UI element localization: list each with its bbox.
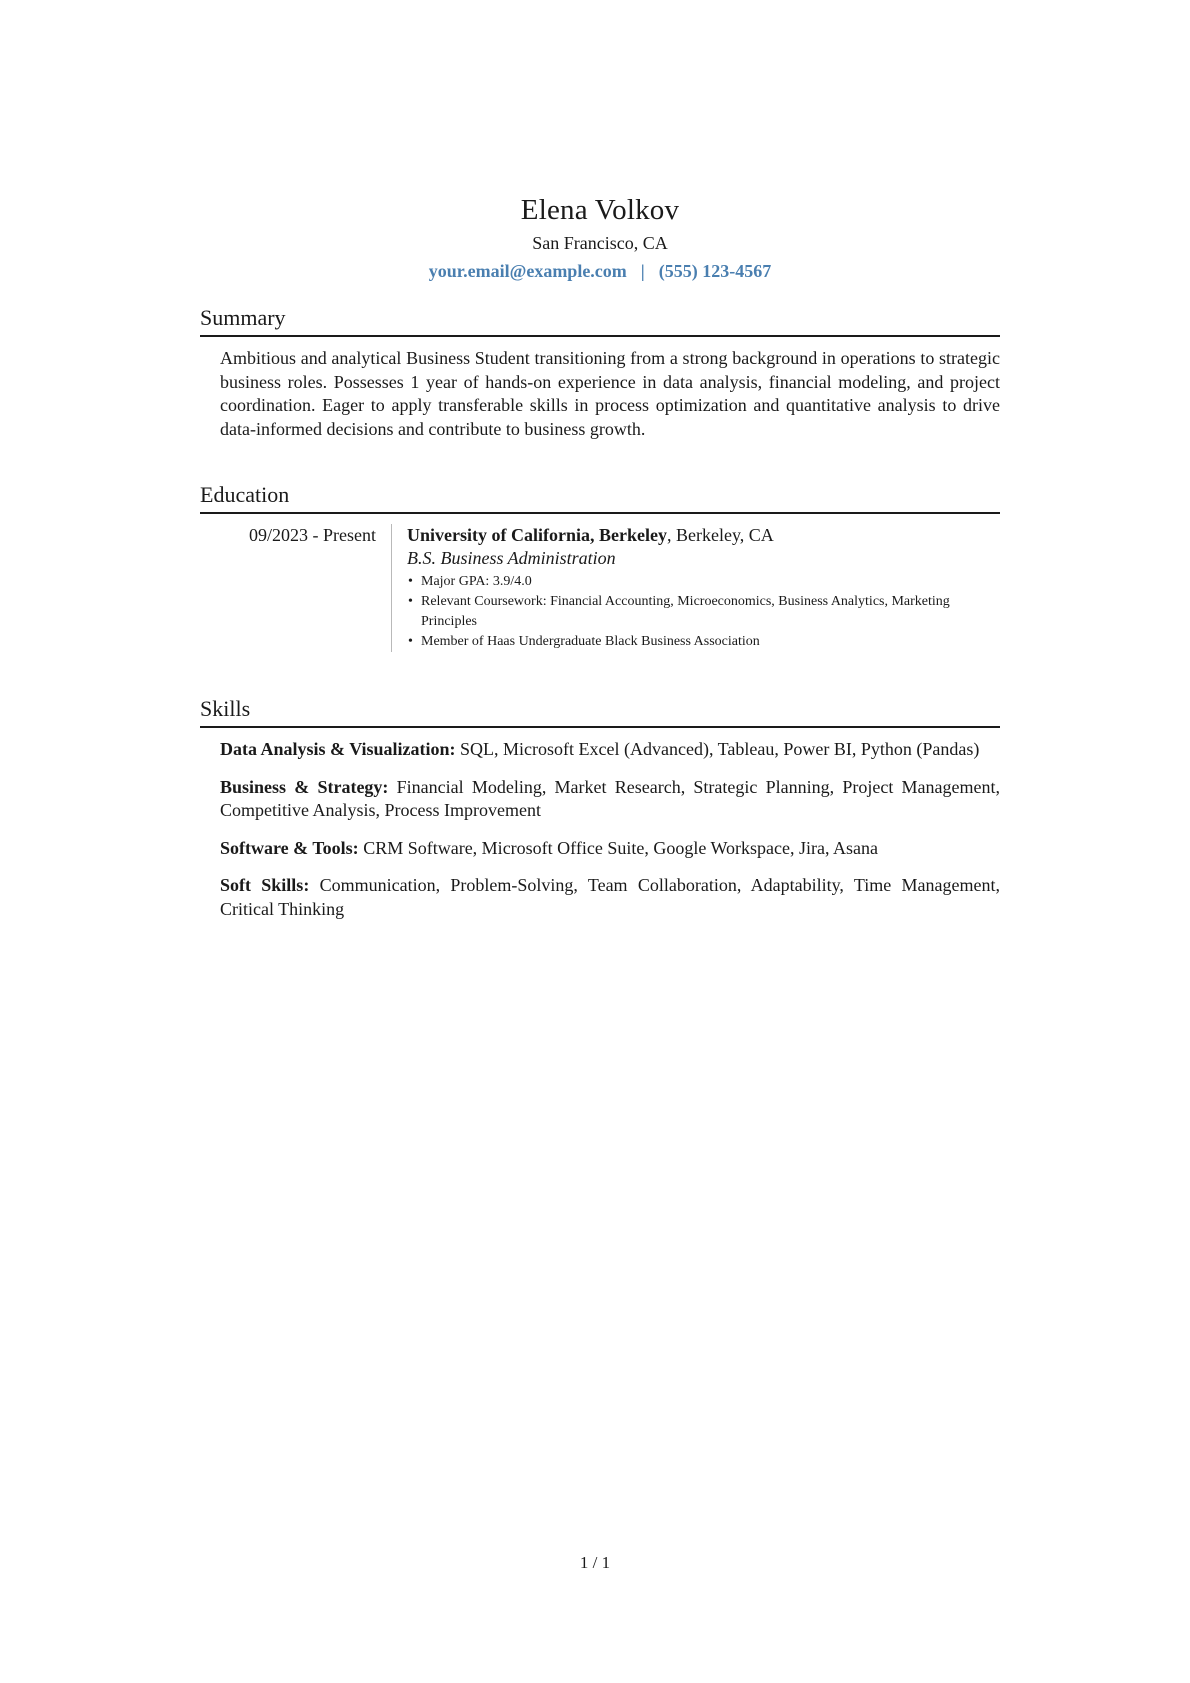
skill-value: CRM Software, Microsoft Office Suite, Google Workspace, Jira, Asana	[358, 837, 878, 858]
skill-label: Soft Skills:	[220, 875, 310, 895]
skill-label: Business & Strategy:	[220, 776, 389, 797]
education-details	[391, 524, 1000, 652]
phone-link[interactable]: (555) 123-4567	[658, 261, 772, 281]
education-heading: Education	[200, 481, 1000, 514]
skills-section	[200, 695, 1000, 935]
skill-item	[220, 874, 1000, 921]
skill-item	[220, 738, 1000, 762]
education-location: , Berkeley, CA	[666, 525, 774, 545]
skill-label: Data Analysis & Visualization:	[220, 739, 456, 759]
education-school: University of California, Berkeley	[407, 525, 667, 545]
education-bullet: • Major GPA: 3.9/4.0	[407, 572, 1000, 592]
education-bullets	[407, 572, 1000, 652]
resume-header	[200, 192, 1000, 283]
contact-separator: |	[640, 261, 645, 281]
skill-item	[220, 776, 1000, 823]
skill-value: Financial Modeling, Market Research, Strategic Planning, Project Management, Competitive Analysis, Process Improvement	[220, 776, 1000, 820]
education-date: 09/2023 - Present	[249, 525, 376, 545]
skill-label: Software & Tools:	[220, 837, 359, 858]
education-entry	[200, 524, 1000, 652]
candidate-name: Elena Volkov	[520, 194, 680, 226]
skill-item	[220, 837, 1000, 861]
summary-text: Ambitious and analytical Business Student transitioning from a strong background in operations to strategic business roles. Possesses 1 year of hands-on experience in data analysis, financial modeling, and project coordination. Eager to apply transferable skills in process optimization and quantitative analysis to drive data-informed decisions and contribute to business growth.	[220, 348, 1000, 439]
page-indicator: 1 / 1	[579, 1553, 611, 1572]
education-bullet: • Relevant Coursework: Financial Accounting, Microeconomics, Business Analytics, Marketing Principles	[407, 592, 1000, 632]
education-bullet: • Member of Haas Undergraduate Black Business Association	[407, 632, 1000, 652]
summary-section	[200, 304, 1000, 441]
candidate-location: San Francisco, CA	[532, 233, 668, 253]
skills-heading: Skills	[200, 695, 1000, 728]
summary-heading: Summary	[200, 304, 1000, 337]
email-link[interactable]: your.email@example.com	[428, 261, 627, 281]
skill-value: SQL, Microsoft Excel (Advanced), Tableau, Power BI, Python (Pandas)	[455, 739, 980, 759]
skill-value: Communication, Problem-Solving, Team Collaboration, Adaptability, Time Management, Critical Thinking	[220, 875, 1000, 919]
education-degree: B.S. Business Administration	[407, 548, 616, 568]
education-section	[200, 481, 1000, 652]
education-school-line	[407, 524, 1000, 547]
skills-list	[200, 738, 1000, 921]
contact-line	[200, 259, 1000, 283]
